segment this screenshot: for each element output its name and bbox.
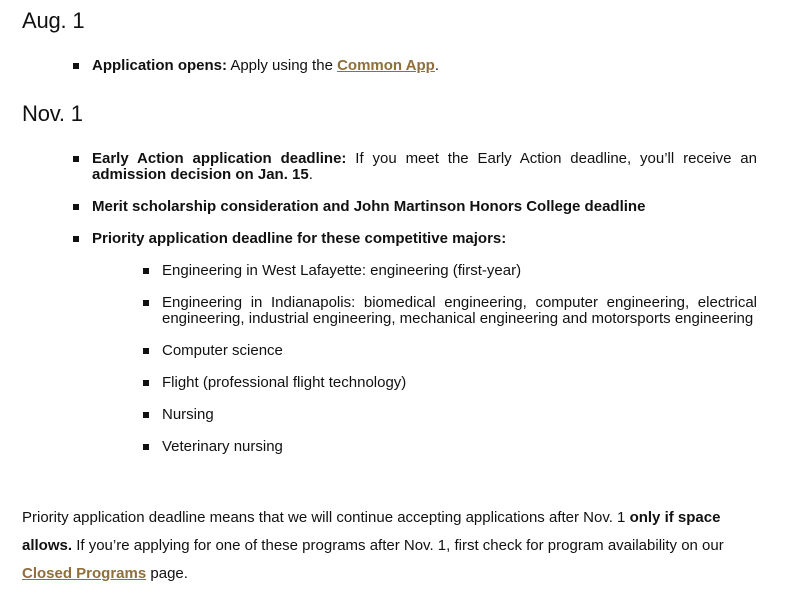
early-action-text: If you meet the Early Action deadline, you’ll receive an	[346, 150, 757, 167]
merit-scholarship-label: Merit scholarship consideration and John Martinson Honors College deadline	[92, 198, 646, 215]
priority-deadline-label: Priority application deadline for these competitive majors:	[92, 230, 507, 247]
nov-1-list	[70, 151, 757, 471]
list-item-application-opens	[70, 58, 757, 74]
early-action-period: .	[308, 166, 313, 183]
early-action-label: Early Action application deadline:	[92, 150, 347, 167]
competitive-majors-list	[140, 263, 757, 455]
common-app-link[interactable]: Common App	[337, 57, 435, 74]
major-item: Engineering in Indianapolis: biomedical engineering, computer engineering, electrical engineering, industrial engineering, mechanical engineering and motorsports engineering	[140, 295, 757, 327]
note-text-3: page.	[146, 565, 188, 582]
list-item-merit-scholarship	[70, 199, 757, 215]
major-item: Engineering in West Lafayette: engineering (first-year)	[140, 263, 757, 279]
application-opens-period: .	[434, 57, 440, 74]
list-item-early-action	[70, 151, 757, 183]
application-opens-label: Application opens:	[92, 57, 227, 74]
admission-decision-date: admission decision on Jan. 15	[92, 166, 309, 183]
priority-deadline-note	[22, 504, 757, 588]
note-text-1: Priority application deadline means that we will continue accepting applications after Nov. 1	[22, 509, 630, 526]
list-item-priority-deadline	[70, 231, 757, 455]
major-item: Computer science	[140, 343, 757, 359]
aug-1-list	[70, 58, 757, 90]
heading-nov-1: Nov. 1	[22, 101, 83, 126]
application-opens-text: Apply using the	[227, 57, 338, 74]
closed-programs-link[interactable]: Closed Programs	[22, 565, 147, 582]
major-item: Nursing	[140, 407, 757, 423]
note-text-2: If you’re applying for one of these programs after Nov. 1, first check for program availability on our	[72, 537, 724, 554]
note-bold: only if space allows.	[22, 509, 721, 554]
heading-aug-1: Aug. 1	[22, 8, 85, 33]
major-item: Veterinary nursing	[140, 439, 757, 455]
major-item: Flight (professional flight technology)	[140, 375, 757, 391]
